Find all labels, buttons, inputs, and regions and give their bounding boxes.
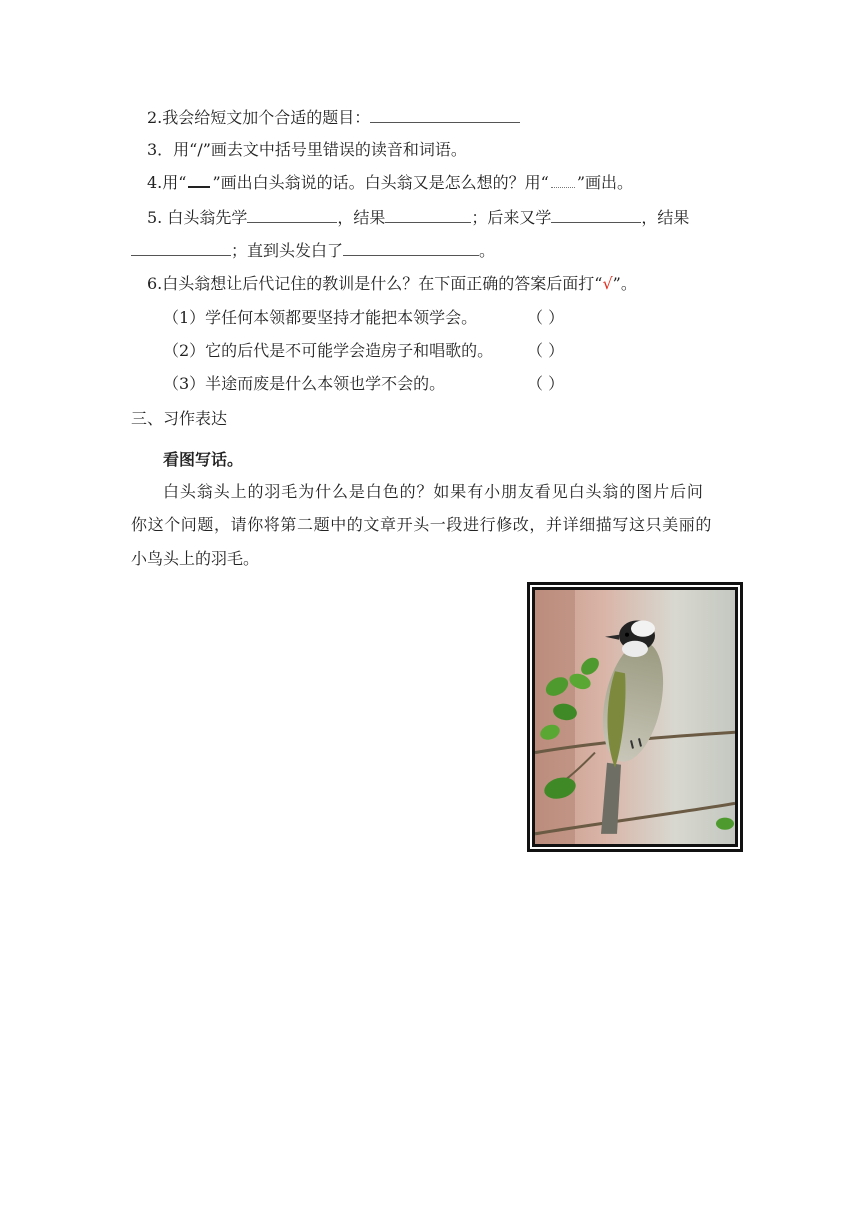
- question-5-text-f: 。: [479, 241, 496, 260]
- bird-photo: [530, 585, 740, 849]
- question-5-text-e: ；直到头发白了: [231, 241, 344, 260]
- first-skill-blank[interactable]: [247, 206, 337, 223]
- question-5-line-1: [147, 206, 689, 229]
- question-5-text-b: ，结果: [337, 208, 386, 227]
- option-1-answer-paren[interactable]: [527, 307, 564, 329]
- question-2: [147, 106, 520, 129]
- question-5-text-c: ；后来又学: [471, 208, 552, 227]
- check-mark-icon: √: [602, 274, 613, 293]
- question-5-line-2: [131, 239, 495, 262]
- option-2: [163, 340, 493, 362]
- question-4: [147, 172, 633, 194]
- question-5-text-a: 5. 白头翁先学: [147, 208, 248, 227]
- section-3-heading: [131, 408, 227, 430]
- paragraph-line-1-text: 白头翁头上的羽毛为什么是白色的？如果有小朋友看见白头翁的图片后问: [163, 482, 704, 501]
- question-6: [147, 273, 637, 295]
- wavy-underline-symbol: [551, 173, 575, 188]
- question-5-text-d: ，结果: [641, 208, 690, 227]
- question-3-text: 3．用“/”画去文中括号里错误的读音和词语。: [147, 140, 467, 159]
- section-3-heading-text: 三、习作表达: [131, 409, 228, 428]
- second-skill-blank[interactable]: [551, 206, 641, 223]
- option-3-text: （3）半途而废是什么本领也学不会的。: [163, 374, 446, 393]
- option-1-text: （1）学任何本领都要坚持才能把本领学会。: [163, 308, 478, 327]
- option-3-answer-paren[interactable]: [527, 373, 564, 395]
- writing-task-title-text: 看图写话。: [163, 450, 244, 469]
- question-4-text-c: ”画出。: [576, 173, 634, 192]
- option-3-paren[interactable]: （ ）: [527, 374, 565, 393]
- question-2-text: 2.我会给短文加个合适的题目：: [147, 108, 371, 127]
- question-4-text-b: ”画出白头翁说的话。白头翁又是怎么想的？用“: [212, 173, 549, 192]
- option-1-paren[interactable]: （ ）: [527, 308, 565, 327]
- paragraph-line-2-text: 你这个问题，请你将第二题中的文章开头一段进行修改，并详细描写这只美丽的: [131, 515, 713, 534]
- bird-illustration: [535, 590, 735, 844]
- option-1: [163, 307, 477, 329]
- question-3: [147, 139, 467, 161]
- question-6-text-b: ”。: [612, 274, 637, 293]
- option-2-paren[interactable]: （ ）: [527, 341, 565, 360]
- writing-paragraph-line-3: [131, 548, 259, 570]
- title-answer-blank[interactable]: [370, 106, 520, 123]
- writing-paragraph-line-1: [163, 481, 704, 503]
- paragraph-line-3-text: 小鸟头上的羽毛。: [131, 549, 260, 568]
- straight-underline-symbol: [188, 172, 210, 188]
- bird-photo-frame: [527, 582, 743, 852]
- option-3: [163, 373, 445, 395]
- question-4-text-a: 4.用“: [147, 173, 187, 192]
- question-6-text-a: 6.白头翁想让后代记住的教训是什么？在下面正确的答案后面打“: [147, 274, 603, 293]
- first-result-blank[interactable]: [385, 206, 471, 223]
- second-result-blank[interactable]: [131, 239, 231, 256]
- option-2-text: （2）它的后代是不可能学会造房子和唱歌的。: [163, 341, 494, 360]
- final-result-blank[interactable]: [343, 239, 479, 256]
- writing-paragraph-line-2: [131, 514, 712, 536]
- writing-task-title: [163, 449, 243, 471]
- option-2-answer-paren[interactable]: [527, 340, 564, 362]
